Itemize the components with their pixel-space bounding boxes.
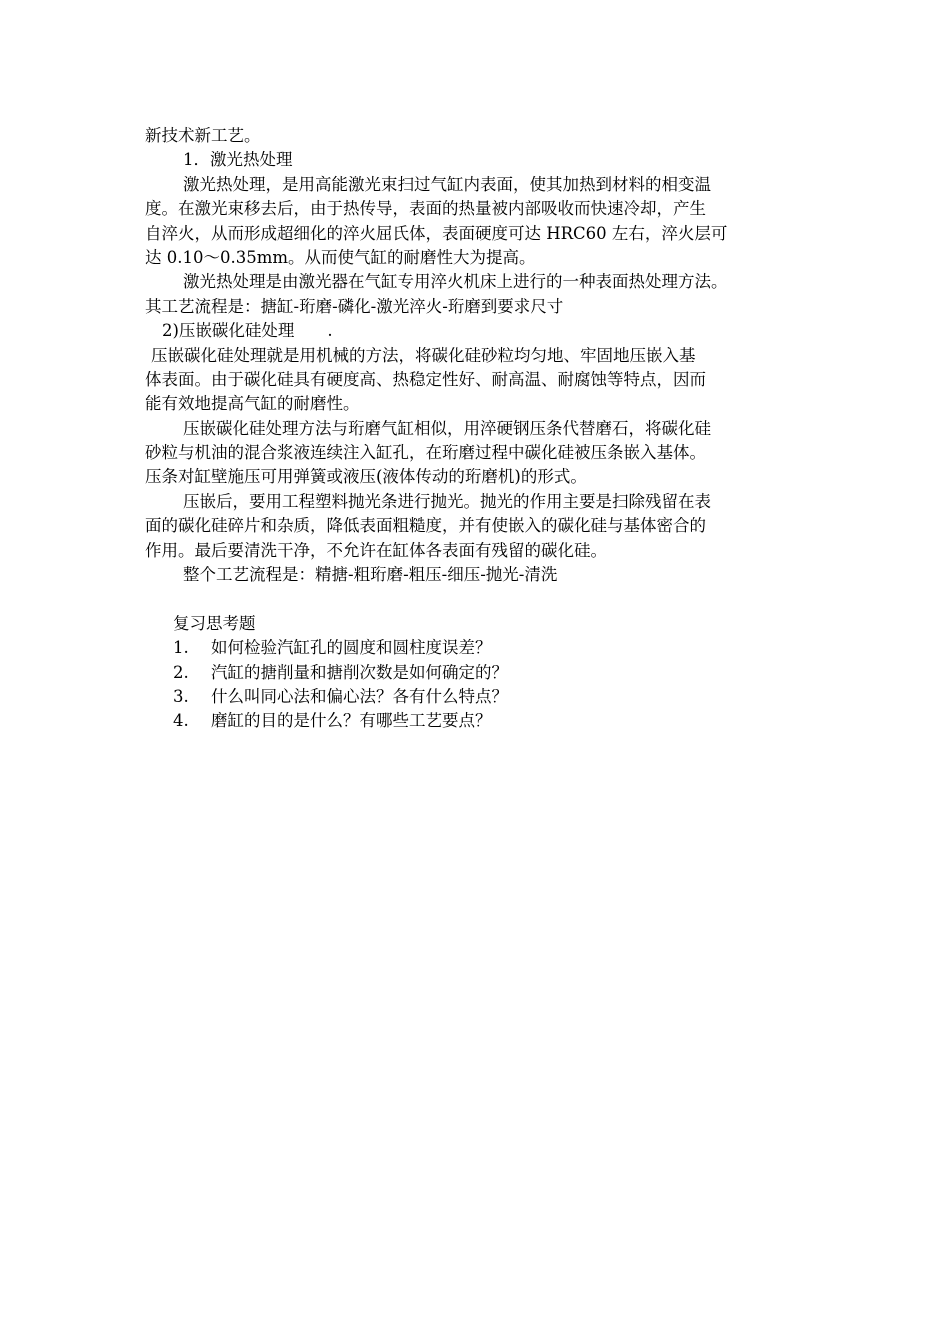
paragraph-line: 压条对缸壁施压可用弹簧或液压(液体传动的珩磨机)的形式。 [145,467,587,487]
question-number: 4. [173,711,189,731]
document-page [145,124,820,734]
question-text: 磨缸的目的是什么？有哪些工艺要点？ [211,711,492,731]
paragraph-laser-2 [145,270,820,319]
paragraph-sic-1 [145,344,820,417]
paragraph-line: 砂粒与机油的混合浆液连续注入缸孔，在珩磨过程中碳化硅被压条嵌入基体。 [145,443,706,463]
paragraph-sic-3 [145,490,820,563]
paragraph-line: 能有效地提高气缸的耐磨性。 [145,394,360,414]
paragraph-laser-1 [145,173,820,271]
question-number: 3. [173,686,189,706]
paragraph-line: 激光热处理是由激光器在气缸专用淬火机床上进行的一种表面热处理方法。 [183,272,728,292]
review-question [145,636,820,660]
paragraph-line: 压嵌碳化硅处理方法与珩磨气缸相似，用淬硬钢压条代替磨石，将碳化硅 [183,418,711,438]
review-question [145,661,820,685]
paragraph-line: 激光热处理，是用高能激光束扫过气缸内表面，使其加热到材料的相变温 [183,174,711,194]
review-title: 复习思考题 [173,613,256,633]
paragraph-line: 自淬火，从而形成超细化的淬火屈氏体，表面硬度可达 HRC60 左右，淬火层可 [145,223,728,243]
paragraph-line: 压嵌后，要用工程塑料抛光条进行抛光。抛光的作用主要是扫除残留在表 [183,491,711,511]
question-text: 如何检验汽缸孔的圆度和圆柱度误差？ [211,638,492,658]
question-number: 1. [173,638,189,658]
paragraph-line: 达 0.10～0.35mm。从而使气缸的耐磨性大为提高。 [145,247,536,267]
process-flow-line: 整个工艺流程是：精搪-粗珩磨-粗压-细压-抛光-清洗 [183,565,558,585]
paragraph-line: 作用。最后要清洗干净，不允许在缸体各表面有残留的碳化硅。 [145,540,607,560]
question-text: 汽缸的搪削量和搪削次数是如何确定的？ [211,662,508,682]
paragraph-line: 其工艺流程是：搪缸-珩磨-磷化-激光淬火-珩磨到要求尺寸 [145,296,564,316]
review-question [145,685,820,709]
section-heading-laser: 1．激光热处理 [183,150,293,170]
question-text: 什么叫同心法和偏心法？各有什么特点？ [211,686,508,706]
section-heading-sic: 2)压嵌碳化硅处理 . [162,321,333,341]
question-number: 2. [173,662,189,682]
paragraph-line: 压嵌碳化硅处理就是用机械的方法，将碳化硅砂粒均匀地、牢固地压嵌入基 [151,345,696,365]
paragraph-sic-2 [145,417,820,490]
paragraph-line: 度。在激光束移去后，由于热传导，表面的热量被内部吸收而快速冷却，产生 [145,199,706,219]
paragraph-line: 体表面。由于碳化硅具有硬度高、热稳定性好、耐高温、耐腐蚀等特点，因而 [145,369,706,389]
intro-line: 新技术新工艺。 [145,126,261,145]
review-question [145,709,820,733]
review-section [145,612,820,734]
paragraph-line: 面的碳化硅碎片和杂质，降低表面粗糙度，并有使嵌入的碳化硅与基体密合的 [145,516,706,536]
